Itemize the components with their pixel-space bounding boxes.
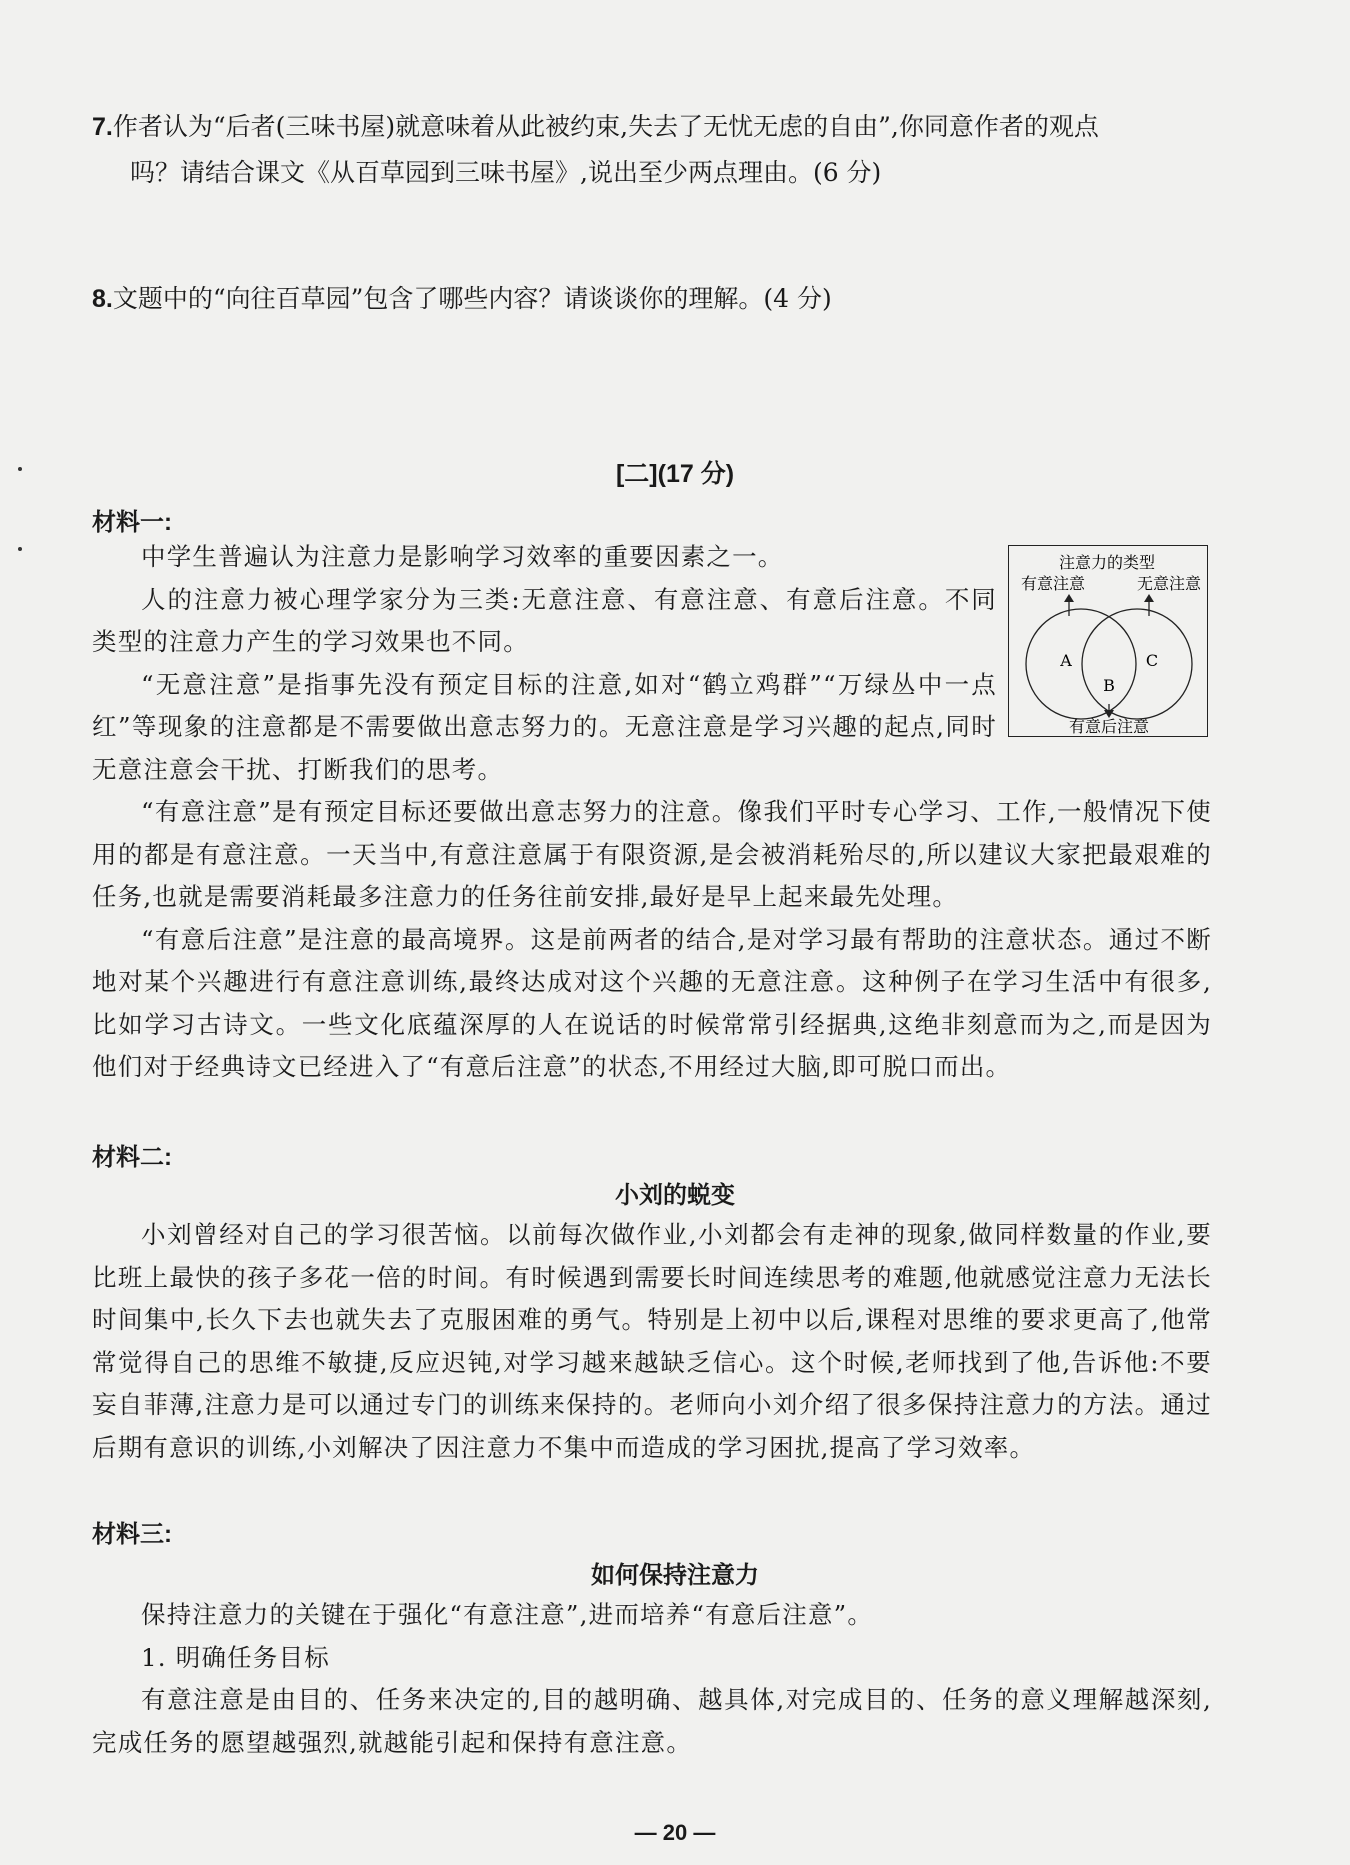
material-3-title: 如何保持注意力 [591,1562,759,1589]
attention-types-diagram [1008,545,1208,737]
region-b-label: B [1103,676,1115,695]
circle-unintentional [1082,609,1192,719]
paragraph: 小刘曾经对自己的学习很苦恼。以前每次做作业,小刘都会有走神的现象,做同样数量的作业,要比班上最快的孩子多花一倍的时间。有时候遇到需要长时间连续思考的难题,他就感觉注意力无法长时间集中,长久下去也就失去了克服困难的勇气。特别是上初中以后,课程对思维的要求更高了,他常常觉得自己的思维不敏捷,反应迟钝,对学习越来越缺乏信心。这个时候,老师找到了他,告诉他:不要妄自菲薄,注意力是可以通过专门的训练来保持的。老师向小刘介绍了很多保持注意力的方法。通过后期有意识的训练,小刘解决了因注意力不集中而造成的学习困扰,提高了学习效率。 [92,1220,1212,1462]
question-7-line2: 吗？请结合课文《从百草园到三味书屋》,说出至少两点理由。(6 分) [130,158,882,187]
arrow-right-head [1144,594,1154,602]
question-number: 8. [92,285,113,313]
diagram-right-label: 无意注意 [1136,574,1202,593]
question-8 [92,276,1212,322]
circle-intentional [1026,609,1136,719]
paragraph: 人的注意力被心理学家分为三类:无意注意、有意注意、有意后注意。不同类型的注意力产生的学习效果也不同。 [92,584,997,656]
scan-speck [18,547,22,551]
material-1-upper-text [92,536,997,791]
material-3-heading: 材料三: [92,1521,172,1548]
list-item: 1. 明确任务目标 [141,1642,330,1672]
arrow-left-head [1064,594,1074,602]
section-title: [二](17 分) [615,460,735,488]
venn-diagram [1009,546,1206,735]
material-3-text [92,1594,1212,1764]
material-2-heading: 材料二: [92,1144,172,1171]
question-text: 作者认为“后者(三味书屋)就意味着从此被约束,失去了无忧无虑的自由”,你同意作者的观点 [112,112,1099,141]
material-1-heading: 材料一: [92,509,172,536]
paragraph: 有意注意是由目的、任务来决定的,目的越明确、越具体,对完成目的、任务的意义理解越深刻,完成任务的愿望越强烈,就越能引起和保持有意注意。 [92,1685,1212,1757]
diagram-bottom-label: 有意后注意 [1068,717,1150,735]
question-number: 7. [92,113,113,141]
material-1-lower-text [92,791,1212,1089]
paragraph: “有意后注意”是注意的最高境界。这是前两者的结合,是对学习最有帮助的注意状态。通过不断地对某个兴趣进行有意注意训练,最终达成对这个兴趣的无意注意。这种例子在学习生活中有很多,比如学习古诗文。一些文化底蕴深厚的人在说话的时候常常引经据典,这绝非刻意而为之,而是因为他们对于经典诗文已经进入了“有意后注意”的状态,不用经过大脑,即可脱口而出。 [92,924,1212,1081]
material-2-text [92,1214,1212,1469]
question-text: 文题中的“向往百草园”包含了哪些内容？请谈谈你的理解。(4 分) [112,284,832,313]
paragraph: “无意注意”是指事先没有预定目标的注意,如对“鹤立鸡群”“万绿丛中一点红”等现象的注意都是不需要做出意志努力的。无意注意是学习兴趣的起点,同时无意注意会干扰、打断我们的思考。 [92,669,997,784]
diagram-title: 注意力的类型 [1058,553,1156,572]
question-7-line1 [92,104,1212,150]
region-a-label: A [1060,651,1072,670]
page-number: — 20 — [634,1820,716,1845]
material-2-title: 小刘的蜕变 [615,1182,735,1209]
paragraph: “有意注意”是有预定目标还要做出意志努力的注意。像我们平时专心学习、工作,一般情况下使用的都是有意注意。一天当中,有意注意属于有限资源,是会被消耗殆尽的,所以建议大家把最艰难的任务,也就是需要消耗最多注意力的任务往前安排,最好是早上起来最先处理。 [92,797,1212,911]
paragraph: 中学生普遍认为注意力是影响学习效率的重要因素之一。 [141,542,784,571]
paragraph: 保持注意力的关键在于强化“有意注意”,进而培养“有意后注意”。 [141,1600,874,1629]
question-7 [92,104,1212,196]
region-c-label: C [1145,651,1159,670]
diagram-left-label: 有意注意 [1020,574,1086,593]
